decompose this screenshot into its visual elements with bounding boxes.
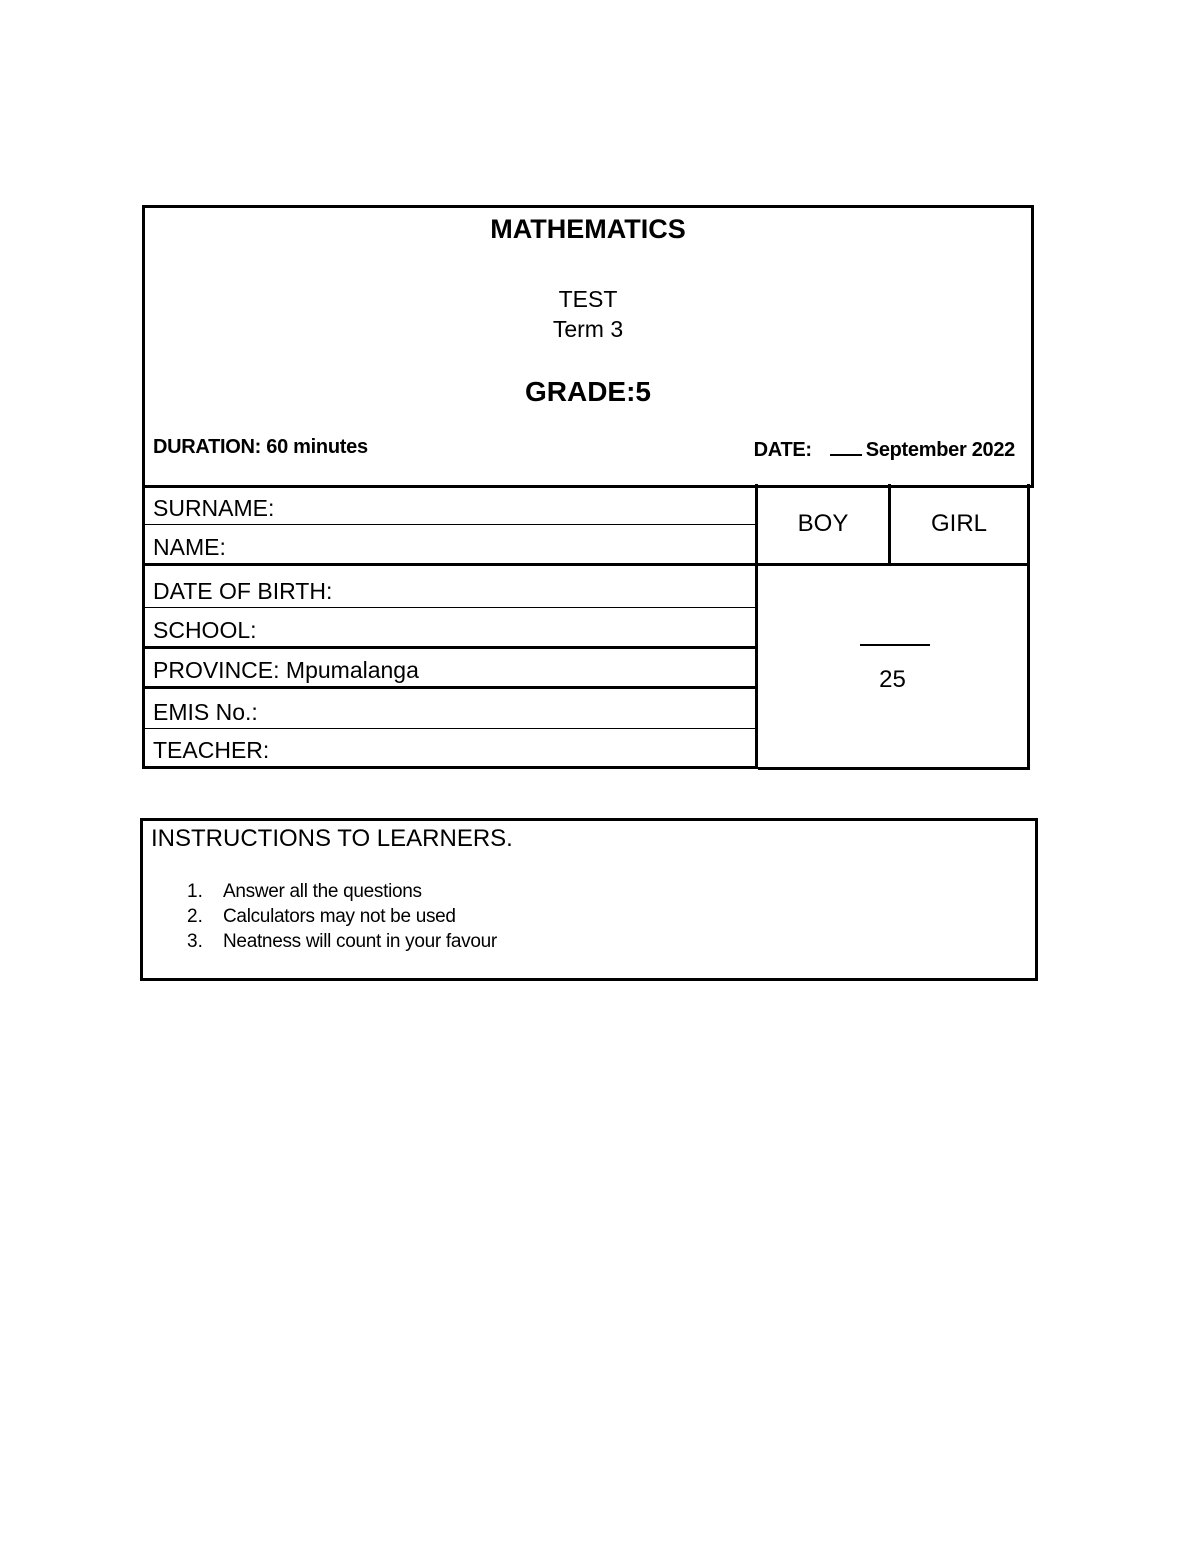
date-label: DATE: [753, 439, 812, 461]
instruction-text: Calculators may not be used [223, 906, 456, 927]
instruction-number: 1. [187, 881, 203, 902]
gender-box [758, 484, 1030, 566]
instruction-item [187, 879, 497, 904]
instruction-item [187, 929, 497, 954]
province-label: PROVINCE: Mpumalanga [153, 657, 419, 683]
instruction-item [187, 904, 497, 929]
instruction-text: Neatness will count in your favour [223, 931, 497, 952]
teacher-label: TEACHER: [153, 737, 270, 763]
duration-label: DURATION: 60 minutes [153, 436, 368, 458]
school-label: SCHOOL: [153, 617, 257, 643]
girl-cell[interactable] [891, 484, 1027, 563]
date-area [754, 436, 1015, 462]
name-label: NAME: [153, 534, 226, 560]
grade-label: GRADE:5 [524, 376, 651, 407]
subject-title: MATHEMATICS [490, 214, 686, 244]
date-value: September 2022 [865, 439, 1015, 461]
boy-cell[interactable] [758, 484, 891, 563]
surname-label: SURNAME: [153, 495, 275, 521]
name-row[interactable] [145, 525, 755, 566]
surname-row[interactable] [145, 484, 755, 525]
instructions-title: INSTRUCTIONS TO LEARNERS. [151, 825, 513, 852]
instructions-box [140, 818, 1038, 981]
instruction-number: 3. [187, 931, 203, 952]
score-total: 25 [879, 666, 906, 693]
score-box [758, 566, 1030, 770]
emis-row[interactable] [145, 689, 755, 729]
term-label: Term 3 [552, 316, 624, 342]
test-header-box [142, 205, 1034, 488]
learner-info-table [142, 484, 758, 769]
date-of-birth-label: DATE OF BIRTH: [153, 578, 333, 604]
score-blank-line[interactable] [860, 644, 930, 646]
school-row[interactable] [145, 608, 755, 649]
date-blank-line[interactable] [830, 436, 862, 456]
teacher-row[interactable] [145, 729, 755, 766]
girl-label: GIRL [930, 509, 987, 537]
emis-label: EMIS No.: [153, 699, 258, 725]
boy-label: BOY [797, 509, 849, 537]
instruction-number: 2. [187, 906, 203, 927]
test-label: TEST [558, 286, 618, 312]
province-row[interactable] [145, 649, 755, 689]
instructions-list [187, 879, 497, 954]
date-of-birth-row[interactable] [145, 566, 755, 608]
instruction-text: Answer all the questions [223, 881, 422, 902]
